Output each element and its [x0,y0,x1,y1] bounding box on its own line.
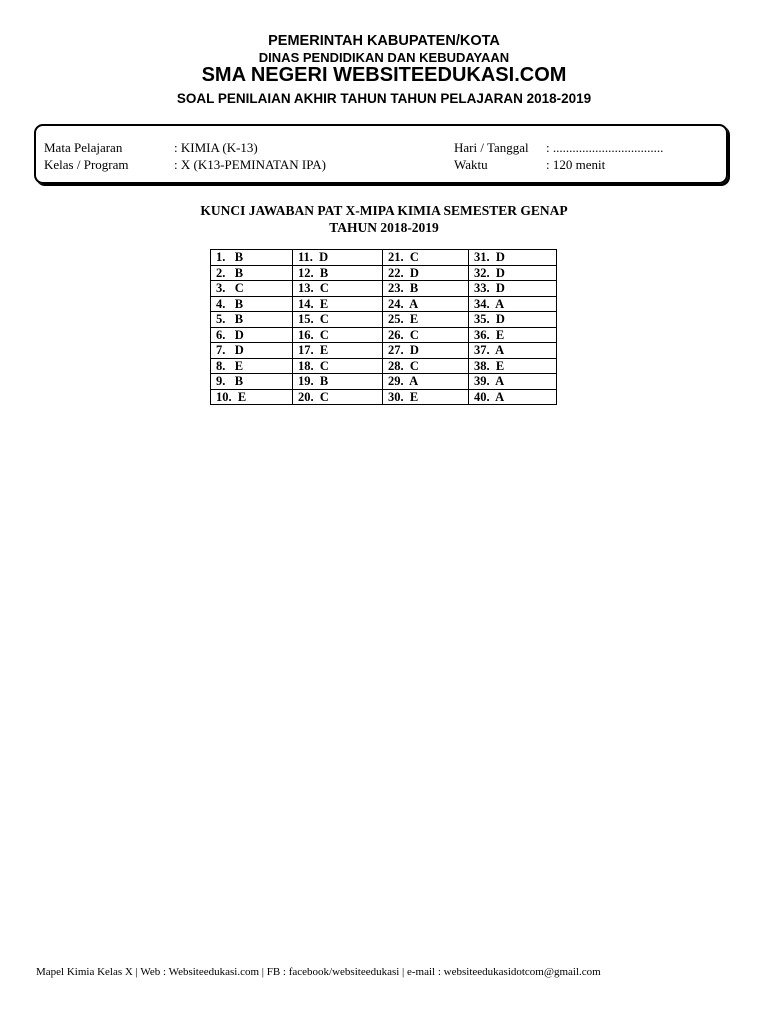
answer-cell: 23. B [383,281,469,297]
time-value: : 120 menit [546,157,606,172]
answer-cell: 20. C [293,389,383,405]
table-row [211,358,557,374]
answer-cell: 12. B [293,265,383,281]
answer-cell: 24. A [383,296,469,312]
answer-cell: 38. E [469,358,557,374]
table-row [211,281,557,297]
answer-cell: 36. E [469,327,557,343]
answer-cell: 14. E [293,296,383,312]
answer-key-year: TAHUN 2018-2019 [329,220,439,235]
answer-cell: 27. D [383,343,469,359]
table-row [211,296,557,312]
date-label: Hari / Tanggal [454,140,529,155]
answer-cell: 21. C [383,250,469,266]
subject-label: Mata Pelajaran [44,140,123,155]
answer-cell: 19. B [293,374,383,390]
table-row [211,374,557,390]
answer-cell: 30. E [383,389,469,405]
answer-cell: 33. D [469,281,557,297]
answer-cell: 3. C [211,281,293,297]
table-row [211,250,557,266]
answer-cell: 37. A [469,343,557,359]
answer-cell: 22. D [383,265,469,281]
answer-cell: 6. D [211,327,293,343]
table-row [211,312,557,328]
answer-cell: 34. A [469,296,557,312]
exam-title: SOAL PENILAIAN AKHIR TAHUN TAHUN PELAJARAN 2018-2019 [176,91,592,106]
answer-cell: 9. B [211,374,293,390]
answer-cell: 11. D [293,250,383,266]
table-row [211,389,557,405]
answer-cell: 32. D [469,265,557,281]
department-header: DINAS PENDIDIKAN DAN KEBUDAYAAN [258,50,510,65]
answer-cell: 2. B [211,265,293,281]
school-name: SMA NEGERI WEBSITEEDUKASI.COM [201,64,567,86]
government-header: PEMERINTAH KABUPATEN/KOTA [268,33,500,49]
answer-cell: 29. A [383,374,469,390]
answer-cell: 28. C [383,358,469,374]
answer-key-title: KUNCI JAWABAN PAT X-MIPA KIMIA SEMESTER GENAP [200,203,568,218]
class-value: : X (K13-PEMINATAN IPA) [174,157,326,172]
answer-cell: 16. C [293,327,383,343]
answer-cell: 1. B [211,250,293,266]
table-row [211,265,557,281]
answer-cell: 15. C [293,312,383,328]
answer-cell: 40. A [469,389,557,405]
answer-cell: 17. E [293,343,383,359]
time-label: Waktu [454,157,488,172]
answer-cell: 10. E [211,389,293,405]
table-row [211,343,557,359]
date-value: : .................................. [546,140,664,155]
page-footer: Mapel Kimia Kelas X | Web : Websiteedukasi.com | FB : facebook/websiteedukasi | e-mail : websiteedukasidotcom@gmail.com [36,966,601,978]
answer-cell: 7. D [211,343,293,359]
answer-cell: 35. D [469,312,557,328]
answer-cell: 13. C [293,281,383,297]
answer-cell: 18. C [293,358,383,374]
answer-cell: 31. D [469,250,557,266]
answer-cell: 5. B [211,312,293,328]
answer-cell: 26. C [383,327,469,343]
class-label: Kelas / Program [44,157,129,172]
table-row [211,327,557,343]
subject-value: : KIMIA (K-13) [174,140,258,155]
answer-cell: 8. E [211,358,293,374]
answer-cell: 4. B [211,296,293,312]
answer-key-table [210,249,557,405]
exam-info-box [34,124,728,184]
answer-cell: 39. A [469,374,557,390]
answer-cell: 25. E [383,312,469,328]
